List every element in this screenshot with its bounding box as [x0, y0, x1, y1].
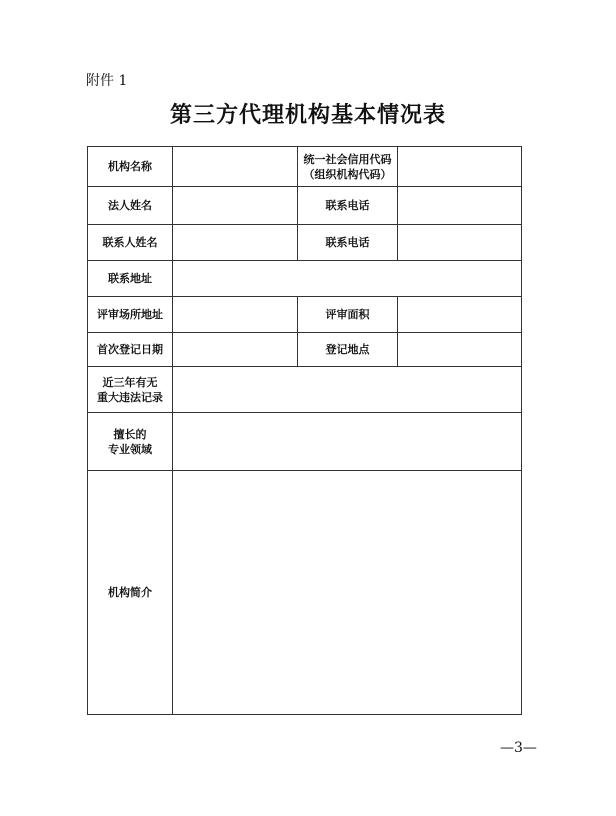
row-org-name: [88, 147, 522, 187]
address-label: 联系地址: [88, 261, 173, 297]
violations-label: [88, 367, 173, 413]
first-reg-date-field[interactable]: [173, 333, 298, 367]
phone-label-2: 联系电话: [298, 225, 398, 261]
legal-rep-field[interactable]: [173, 187, 298, 225]
org-name-field[interactable]: [173, 147, 298, 187]
page-title: 第三方代理机构基本情况表: [169, 102, 446, 128]
credit-code-label-line1: 统一社会信用代码: [303, 152, 392, 166]
expertise-field[interactable]: [173, 413, 522, 471]
phone-field-1[interactable]: [398, 187, 522, 225]
row-review-site: [88, 297, 522, 333]
credit-code-field[interactable]: [398, 147, 522, 187]
legal-rep-label: 法人姓名: [88, 187, 173, 225]
row-expertise: [88, 413, 522, 471]
contact-name-field[interactable]: [173, 225, 298, 261]
org-name-label: 机构名称: [88, 147, 173, 187]
expertise-label-line2: 专业领域: [108, 442, 152, 456]
expertise-label: [88, 413, 173, 471]
reg-place-field[interactable]: [398, 333, 522, 367]
page-number: —3—: [500, 740, 537, 756]
violations-label-line1: 近三年有无: [102, 375, 158, 389]
credit-code-label-line2: （组织机构代码）: [303, 167, 392, 181]
credit-code-label: [298, 147, 398, 187]
row-contact-name: [88, 225, 522, 261]
review-site-field[interactable]: [173, 297, 298, 333]
first-reg-date-label: 首次登记日期: [88, 333, 173, 367]
intro-field[interactable]: [173, 471, 522, 715]
reg-place-label: 登记地点: [298, 333, 398, 367]
address-field[interactable]: [173, 261, 522, 297]
review-area-label: 评审面积: [298, 297, 398, 333]
phone-field-2[interactable]: [398, 225, 522, 261]
row-first-reg: [88, 333, 522, 367]
contact-name-label: 联系人姓名: [88, 225, 173, 261]
agency-info-form: [87, 146, 522, 715]
review-site-label: 评审场所地址: [88, 297, 173, 333]
violations-field[interactable]: [173, 367, 522, 413]
expertise-label-line1: 擅长的: [113, 427, 147, 441]
intro-label: 机构简介: [88, 471, 173, 715]
review-area-field[interactable]: [398, 297, 522, 333]
row-legal-rep: [88, 187, 522, 225]
phone-label-1: 联系电话: [298, 187, 398, 225]
violations-label-line2: 重大违法记录: [97, 390, 163, 404]
row-address: [88, 261, 522, 297]
row-intro: [88, 471, 522, 715]
attachment-label: 附件 1: [86, 73, 128, 89]
row-violations: [88, 367, 522, 413]
